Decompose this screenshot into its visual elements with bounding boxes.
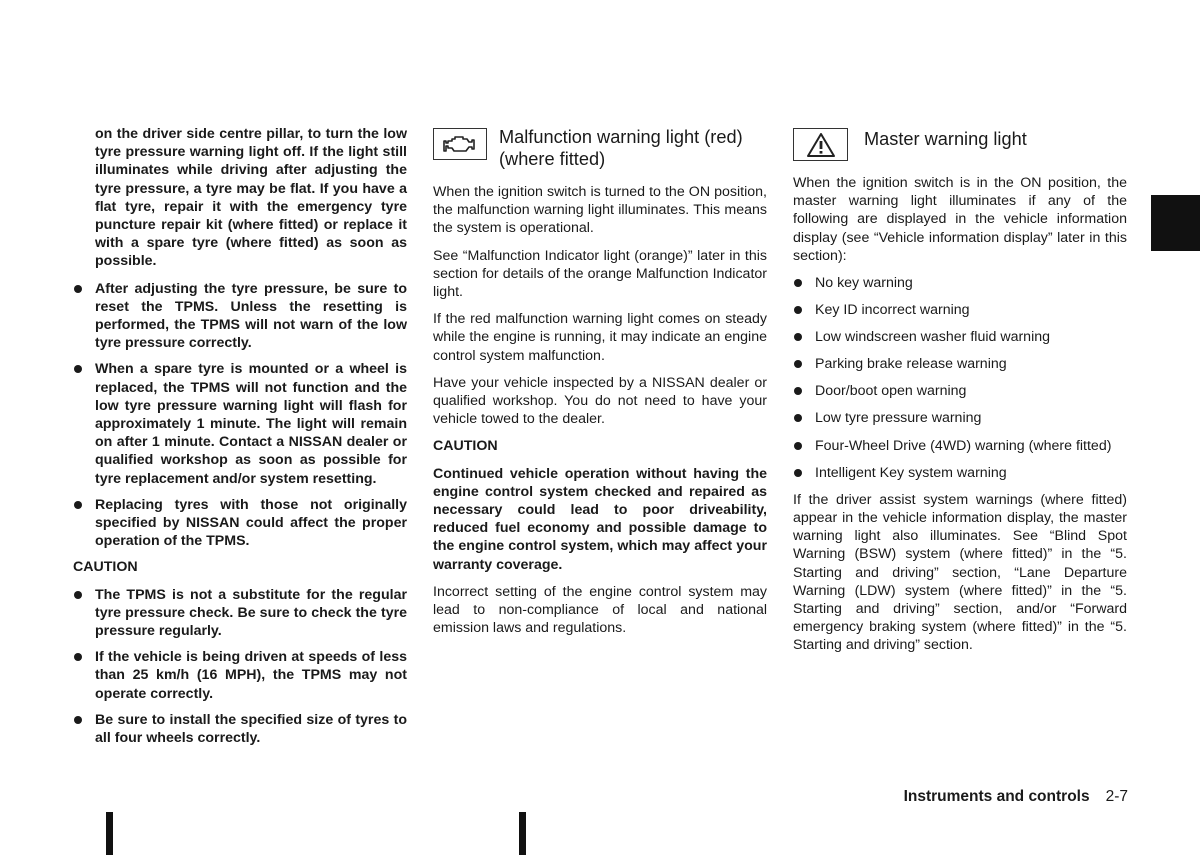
list-item: If the vehicle is being driven at speeds of less than 25 km/h (16 MPH), the TPMS may not operate correctly. <box>73 648 407 703</box>
crop-mark-right <box>519 812 526 855</box>
caution-label: CAUTION <box>433 438 498 455</box>
caution-bullet-list <box>73 586 407 748</box>
malfunction-title: Malfunction warning light (red) (where fitted) <box>499 127 743 169</box>
paragraph: Have your vehicle inspected by a NISSAN dealer or qualified workshop. You do not need to have your vehicle towed to the dealer. <box>433 374 767 428</box>
footer-section-title: Instruments and controls <box>903 788 1090 805</box>
column-2 <box>433 125 767 646</box>
malfunction-heading <box>433 127 767 170</box>
crop-mark-left <box>106 812 113 855</box>
engine-icon <box>433 128 487 160</box>
paragraph: When the ignition switch is turned to the ON position, the malfunction warning light illuminates. This means the system is operational. <box>433 184 767 237</box>
list-item: When a spare tyre is mounted or a wheel is replaced, the TPMS will not function and the low tyre pressure warning light will flash for approximately 1 minute. The light will remain on after 1 minute. Contact a NISSAN dealer or qualified workshop as soon as possible for tyre replacement and/or system resetting. <box>73 360 407 487</box>
list-item: The TPMS is not a substitute for the regular tyre pressure check. Be sure to check the tyre pressure regularly. <box>73 586 407 641</box>
list-item: Four-Wheel Drive (4WD) warning (where fitted) <box>793 437 1127 455</box>
paragraph: If the red malfunction warning light comes on steady while the engine is running, it may indicate an engine control system malfunction. <box>433 311 767 364</box>
paragraph: Incorrect setting of the engine control system may lead to non-compliance of local and national emission laws and regulations. <box>433 583 767 637</box>
master-warning-title: Master warning light <box>864 129 1027 149</box>
chapter-tab <box>1151 195 1200 251</box>
caution-label: CAUTION <box>73 559 138 576</box>
list-item: Parking brake release warning <box>793 355 1127 373</box>
list-item: Be sure to install the specified size of tyres to all four wheels correctly. <box>73 711 407 747</box>
tpms-intro-text: on the driver side centre pillar, to turn the low tyre pressure warning light off. If the light still illuminates while driving after adjusting the tyre pressure, a tyre may be flat. If you have a flat tyre, repair it with the emergency tyre puncture repair kit (where fitted) or replace it with a spare tyre (where fitted) as soon as possible. <box>95 126 407 270</box>
warning-list <box>793 274 1127 482</box>
list-item: Replacing tyres with those not originally specified by NISSAN could affect the proper operation of the TPMS. <box>73 496 407 551</box>
list-item: Key ID incorrect warning <box>793 301 1127 319</box>
paragraph: See “Malfunction Indicator light (orange)” later in this section for details of the orange Malfunction Indicator light. <box>433 247 767 301</box>
list-item: Intelligent Key system warning <box>793 464 1127 482</box>
page-footer <box>904 787 1128 807</box>
paragraph: If the driver assist system warnings (where fitted) appear in the vehicle information display, the master warning light also illuminates. See “Blind Spot Warning (BSW) system (where fitted)” in the “5. Starting and driving” section, “Lane Departure Warning (LDW) system (where fitted)” in the “5. Starting and driving” section, and/or “Forward emergency braking system (where fitted)” in the “5. Starting and driving” section. <box>793 491 1127 654</box>
list-item: After adjusting the tyre pressure, be sure to reset the TPMS. Unless the resetting is performed, the TPMS will not warn of the low tyre pressure correctly. <box>73 280 407 353</box>
page-number: 2-7 <box>1105 788 1128 805</box>
tpms-bullet-list <box>73 280 407 551</box>
caution-text: Continued vehicle operation without having the engine control system checked and repaired as necessary could lead to poor driveability, reduced fuel economy and possible damage to the engine control system, which may affect your warranty coverage. <box>433 465 767 573</box>
column-3 <box>793 125 1127 664</box>
list-item: No key warning <box>793 274 1127 292</box>
column-1 <box>73 125 407 755</box>
list-item: Low windscreen washer fluid warning <box>793 328 1127 346</box>
list-item: Low tyre pressure warning <box>793 409 1127 427</box>
warning-triangle-icon <box>793 128 848 161</box>
list-item: Door/boot open warning <box>793 382 1127 400</box>
master-warning-heading <box>793 127 1127 161</box>
paragraph: When the ignition switch is in the ON position, the master warning light illuminates if any of the following are displayed in the vehicle information display (see “Vehicle information display” later in this section): <box>793 175 1127 264</box>
